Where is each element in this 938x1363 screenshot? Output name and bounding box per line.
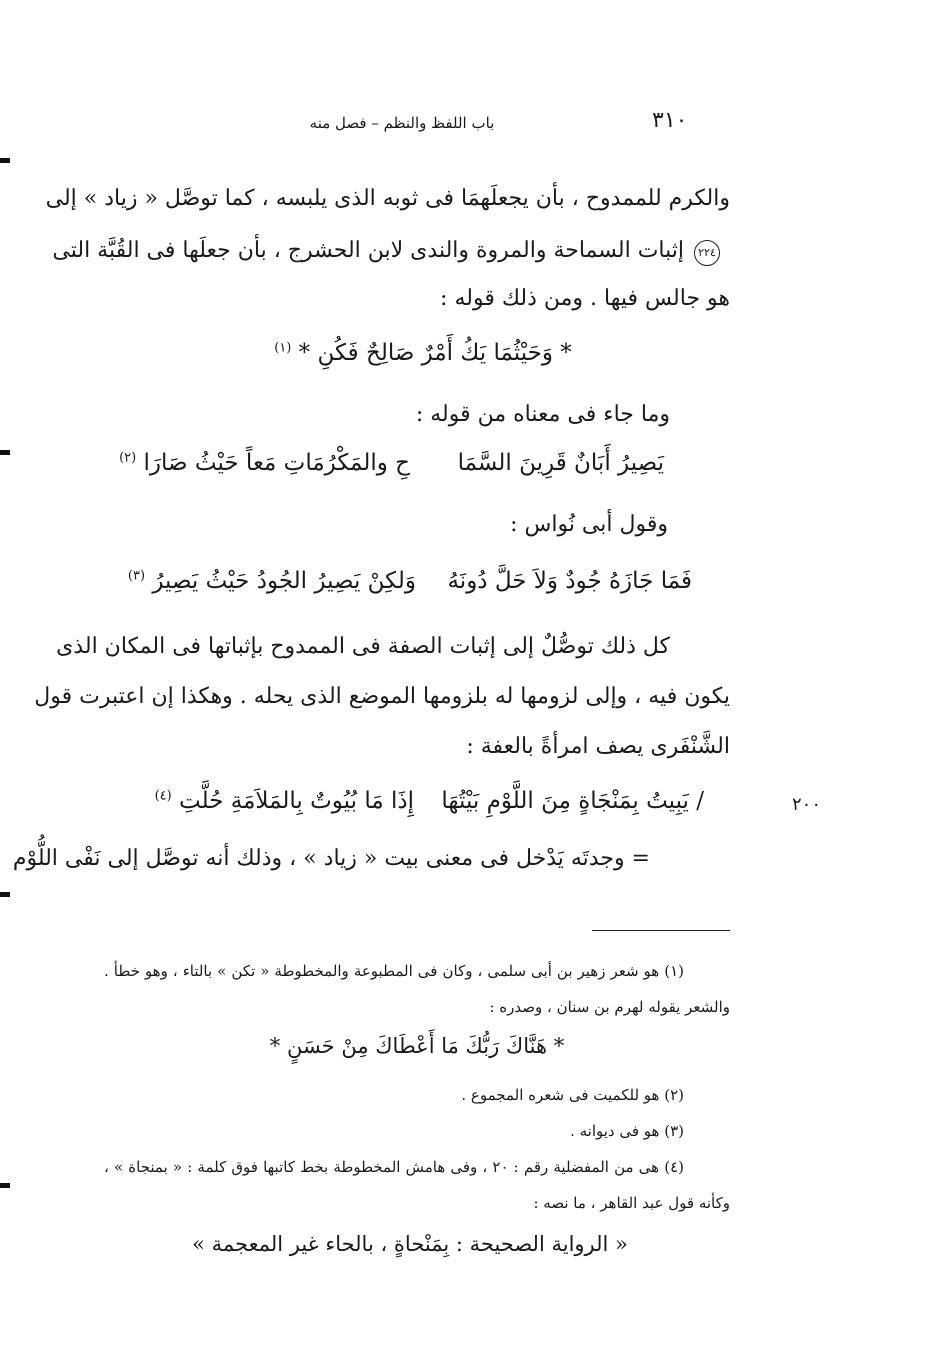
footnote-ref: (١)	[274, 340, 292, 356]
footnote-line: وكأنه قول عبد القاهر ، ما نصه :	[533, 1194, 730, 1212]
margin-number: ٢٠٠	[792, 794, 822, 815]
footnote-line: (٤) هى من المفضلية رقم : ٢٠ ، وفى هامش المخطوطة بخط كاتبها فوق كلمة : « بمنجاة » ،	[104, 1158, 684, 1176]
footnote-ref: (٢)	[119, 450, 137, 466]
margin-circle-number: ٢٢٤	[694, 240, 720, 266]
body-line: وقول أبى نُواس :	[510, 512, 668, 537]
footnote-line: (١) هو شعر زهير بن أبى سلمى ، وكان فى المطبوعة والمخطوطة « تكن » بالتاء ، وهو خطأ .	[104, 962, 684, 980]
body-line: وما جاء فى معناه من قوله :	[415, 402, 670, 427]
body-line: والكرم للممدوح ، بأن يجعلَهمَا فى ثوبه الذى يلبسه ، كما توصَّل « زياد » إلى	[45, 186, 730, 211]
footnote-ref: (٣)	[127, 568, 146, 584]
body-line: كل ذلك توصُّلٌ إلى إثبات الصفة فى الممدوح بإثباتها فى المكان الذى	[56, 634, 670, 659]
verse-line	[258, 340, 588, 366]
verse-hemistich-left	[128, 788, 414, 814]
verse-hemistich-right: فَمَا جَازَهُ جُودٌ وَلاَ حَلَّ دُونَهُ	[447, 568, 692, 594]
body-line: هو جالس فيها . ومن ذلك قوله :	[440, 286, 730, 311]
verse-text: وَلكِنْ يَصِيرُ الجُودُ حَيْثُ يَصِيرُ	[152, 568, 416, 594]
verse-hemistich-right: يَصِيرُ أَبَانٌ قَرِينَ السَّمَا	[457, 450, 664, 476]
footnote-quote: « الرواية الصحيحة : بِمَنْحاةٍ ، بالحاء غير المعجمة »	[192, 1232, 628, 1256]
verse-hemistich-left	[128, 568, 416, 594]
verse-text: حِ والمَكْرُمَاتِ مَعاً حَيْثُ صَارَا	[143, 450, 410, 476]
footnote-separator	[592, 930, 730, 931]
body-line: إثبات السماحة والمروة والندى لابن الحشرج ، بأن جعلَها فى القُبَّة التى	[52, 238, 684, 263]
verse-text: * وَحَيْثُمَا يَكُ أَمْرٌ صَالِحٌ فَكُنِ *	[298, 340, 572, 366]
verse-text: إِذَا مَا بُيُوتٌ بِالمَلاَمَةِ حُلَّتِ	[179, 788, 414, 814]
verse-hemistich-left	[119, 450, 410, 476]
body-line: يكون فيه ، وإلى لزومها له بلزومها الموضع الذى يحله . وهكذا إن اعتبرت قول	[34, 684, 730, 709]
body-line: = وجدتَه يَدْخل فى معنى بيت « زياد » ، وذلك أنه توصَّل إلى نَفْى اللُّوْم	[12, 846, 650, 871]
page-number: ٣١٠	[652, 108, 688, 133]
scan-edge-mark	[0, 892, 10, 897]
scan-edge-mark	[0, 450, 10, 455]
footnote-line: (٢) هو للكميت فى شعره المجموع .	[461, 1086, 684, 1104]
body-line: الشَّنْفَرى يصف امرأةً بالعفة :	[466, 734, 730, 759]
scan-edge-mark	[0, 1183, 10, 1188]
verse-hemistich-right: / يَبِيتُ بِمَنْجَاةٍ مِنَ اللَّوْمِ بَيْتُهَا	[441, 788, 704, 814]
footnote-line: (٣) هو فى ديوانه .	[570, 1122, 684, 1140]
footnote-line: والشعر يقوله لهرم بن سنان ، وصدره :	[489, 998, 730, 1016]
footnote-ref: (٤)	[154, 788, 172, 804]
scan-edge-mark	[0, 158, 10, 163]
footnote-verse: * هَنَّاكَ رَبُّكَ مَا أَعْطَاكَ مِنْ حَسَنٍ *	[269, 1034, 565, 1058]
running-title: باب اللفظ والنظم – فصل منه	[309, 114, 495, 132]
